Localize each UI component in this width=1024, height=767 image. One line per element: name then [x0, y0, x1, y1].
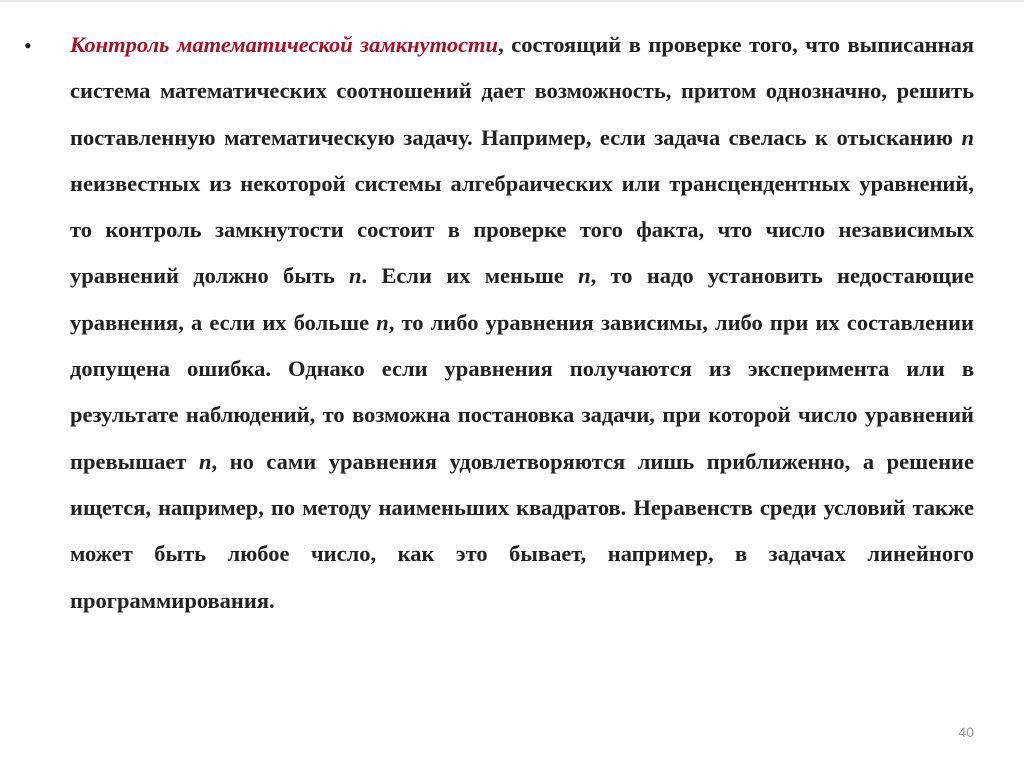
variable-n: n [961, 124, 974, 150]
page-number: 40 [958, 724, 974, 740]
variable-n: n [199, 448, 212, 474]
paragraph [70, 22, 974, 624]
text-segment: , то либо уравнения зависимы, либо при их составлении допущена ошибка. Однако если уравнения получаются из эксперимента или в результате наблюдений, то возможна постановка задачи, при которой число уравнений превышает [70, 309, 974, 474]
term-highlight: Контроль математической замкнутости [70, 32, 499, 57]
variable-n: n [578, 263, 591, 289]
text-segment: , но сами уравнения удовлетворяются лишь приближенно, а решение ищется, например, по методу наименьших квадратов. Неравенств среди условий также может быть любое число, как это бывает, например, в задачах линейного программирования. [70, 448, 974, 613]
bullet-item [24, 22, 974, 624]
text-segment: . Если их меньше [361, 263, 579, 289]
variable-n: n [349, 263, 362, 289]
bullet-icon: • [24, 33, 32, 58]
text-segment: , состоящий в проверке того, что выписанная система математических соотношений дает возможность, притом однозначно, решить поставленную математическую задачу. Например, если задача свелась к отысканию [70, 32, 975, 150]
text-segment: , то надо установить недостающие уравнения, а если их больше [70, 263, 974, 335]
top-divider [0, 0, 1024, 2]
text-segment: неизвестных из некоторой системы алгебраических или трансцендентных уравнений, то контроль замкнутости состоит в проверке того факта, что число независимых уравнений должно быть [70, 170, 974, 289]
variable-n: n [376, 309, 389, 335]
